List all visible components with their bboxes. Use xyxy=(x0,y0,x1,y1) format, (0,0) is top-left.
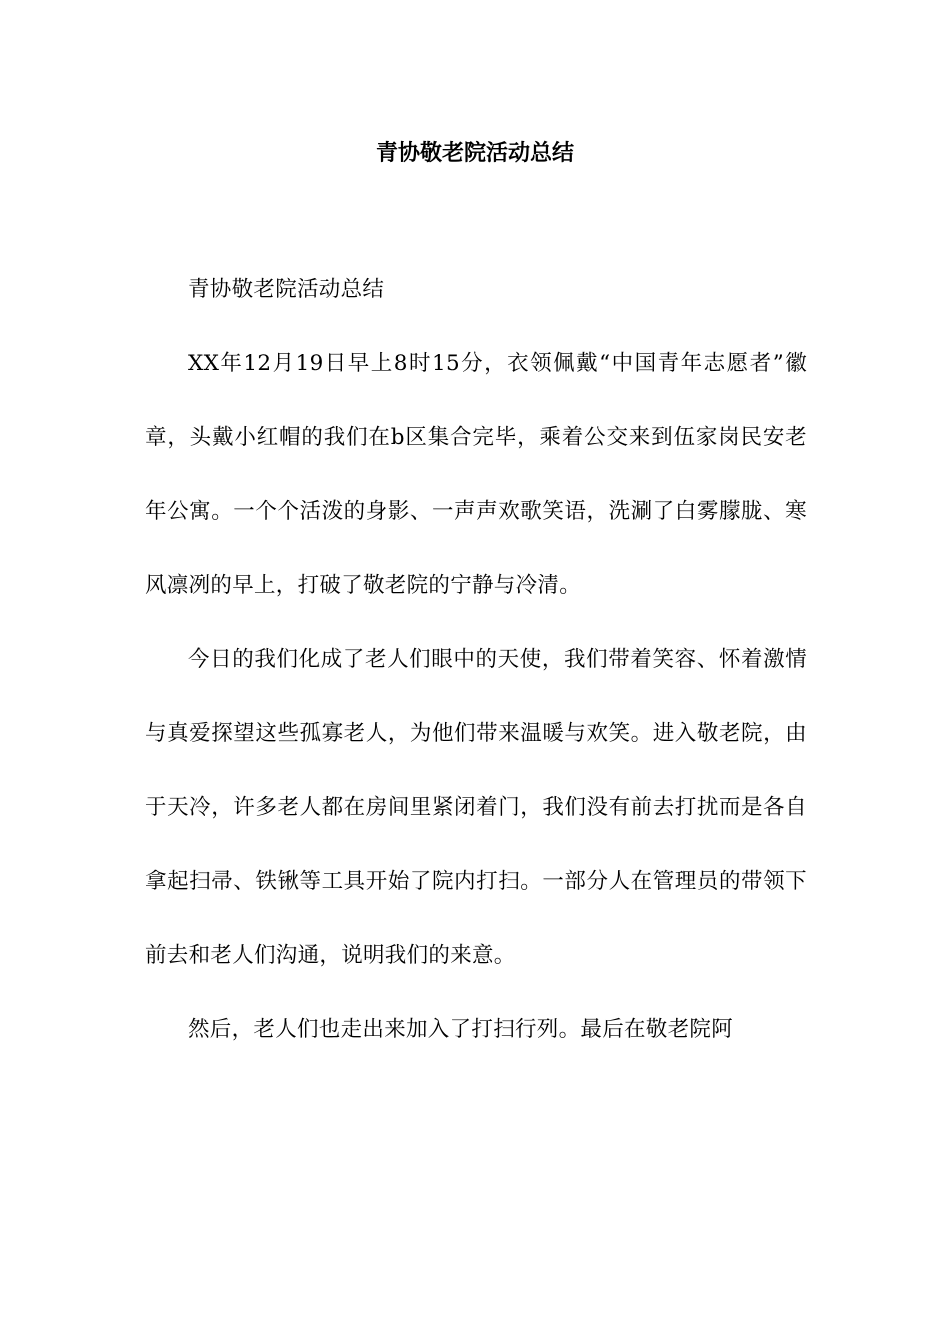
paragraph-subtitle: 青协敬老院活动总结 xyxy=(188,277,385,302)
document-title: 青协敬老院活动总结 xyxy=(375,140,574,166)
paragraph: 今日的我们化成了老人们眼中的天使，我们带着笑容、怀着激情与真爱探望这些孤寡老人，为他们带来温暖与欢笑。进入敬老院，由于天冷，许多老人都在房间里紧闭着门，我们没有前去打扰而是各自拿起扫帚、铁锹等工具开始了院内打扫。一部分人在管理员的带领下前去和老人们沟通，说明我们的来意。 xyxy=(145,647,807,968)
paragraph: 然后，老人们也走出来加入了打扫行列。最后在敬老院阿 xyxy=(188,1017,734,1042)
paragraph: XX年12月19日早上8时15分，衣领佩戴“中国青年志愿者”徽章，头戴小红帽的我们在b区集合完毕，乘着公交来到伍家岗民安老年公寓。一个个活泼的身影、一声声欢歌笑语，洗涮了白雾朦胧、寒风凛冽的早上，打破了敬老院的宁静与冷清。 xyxy=(145,351,807,598)
document-body xyxy=(145,253,807,1067)
